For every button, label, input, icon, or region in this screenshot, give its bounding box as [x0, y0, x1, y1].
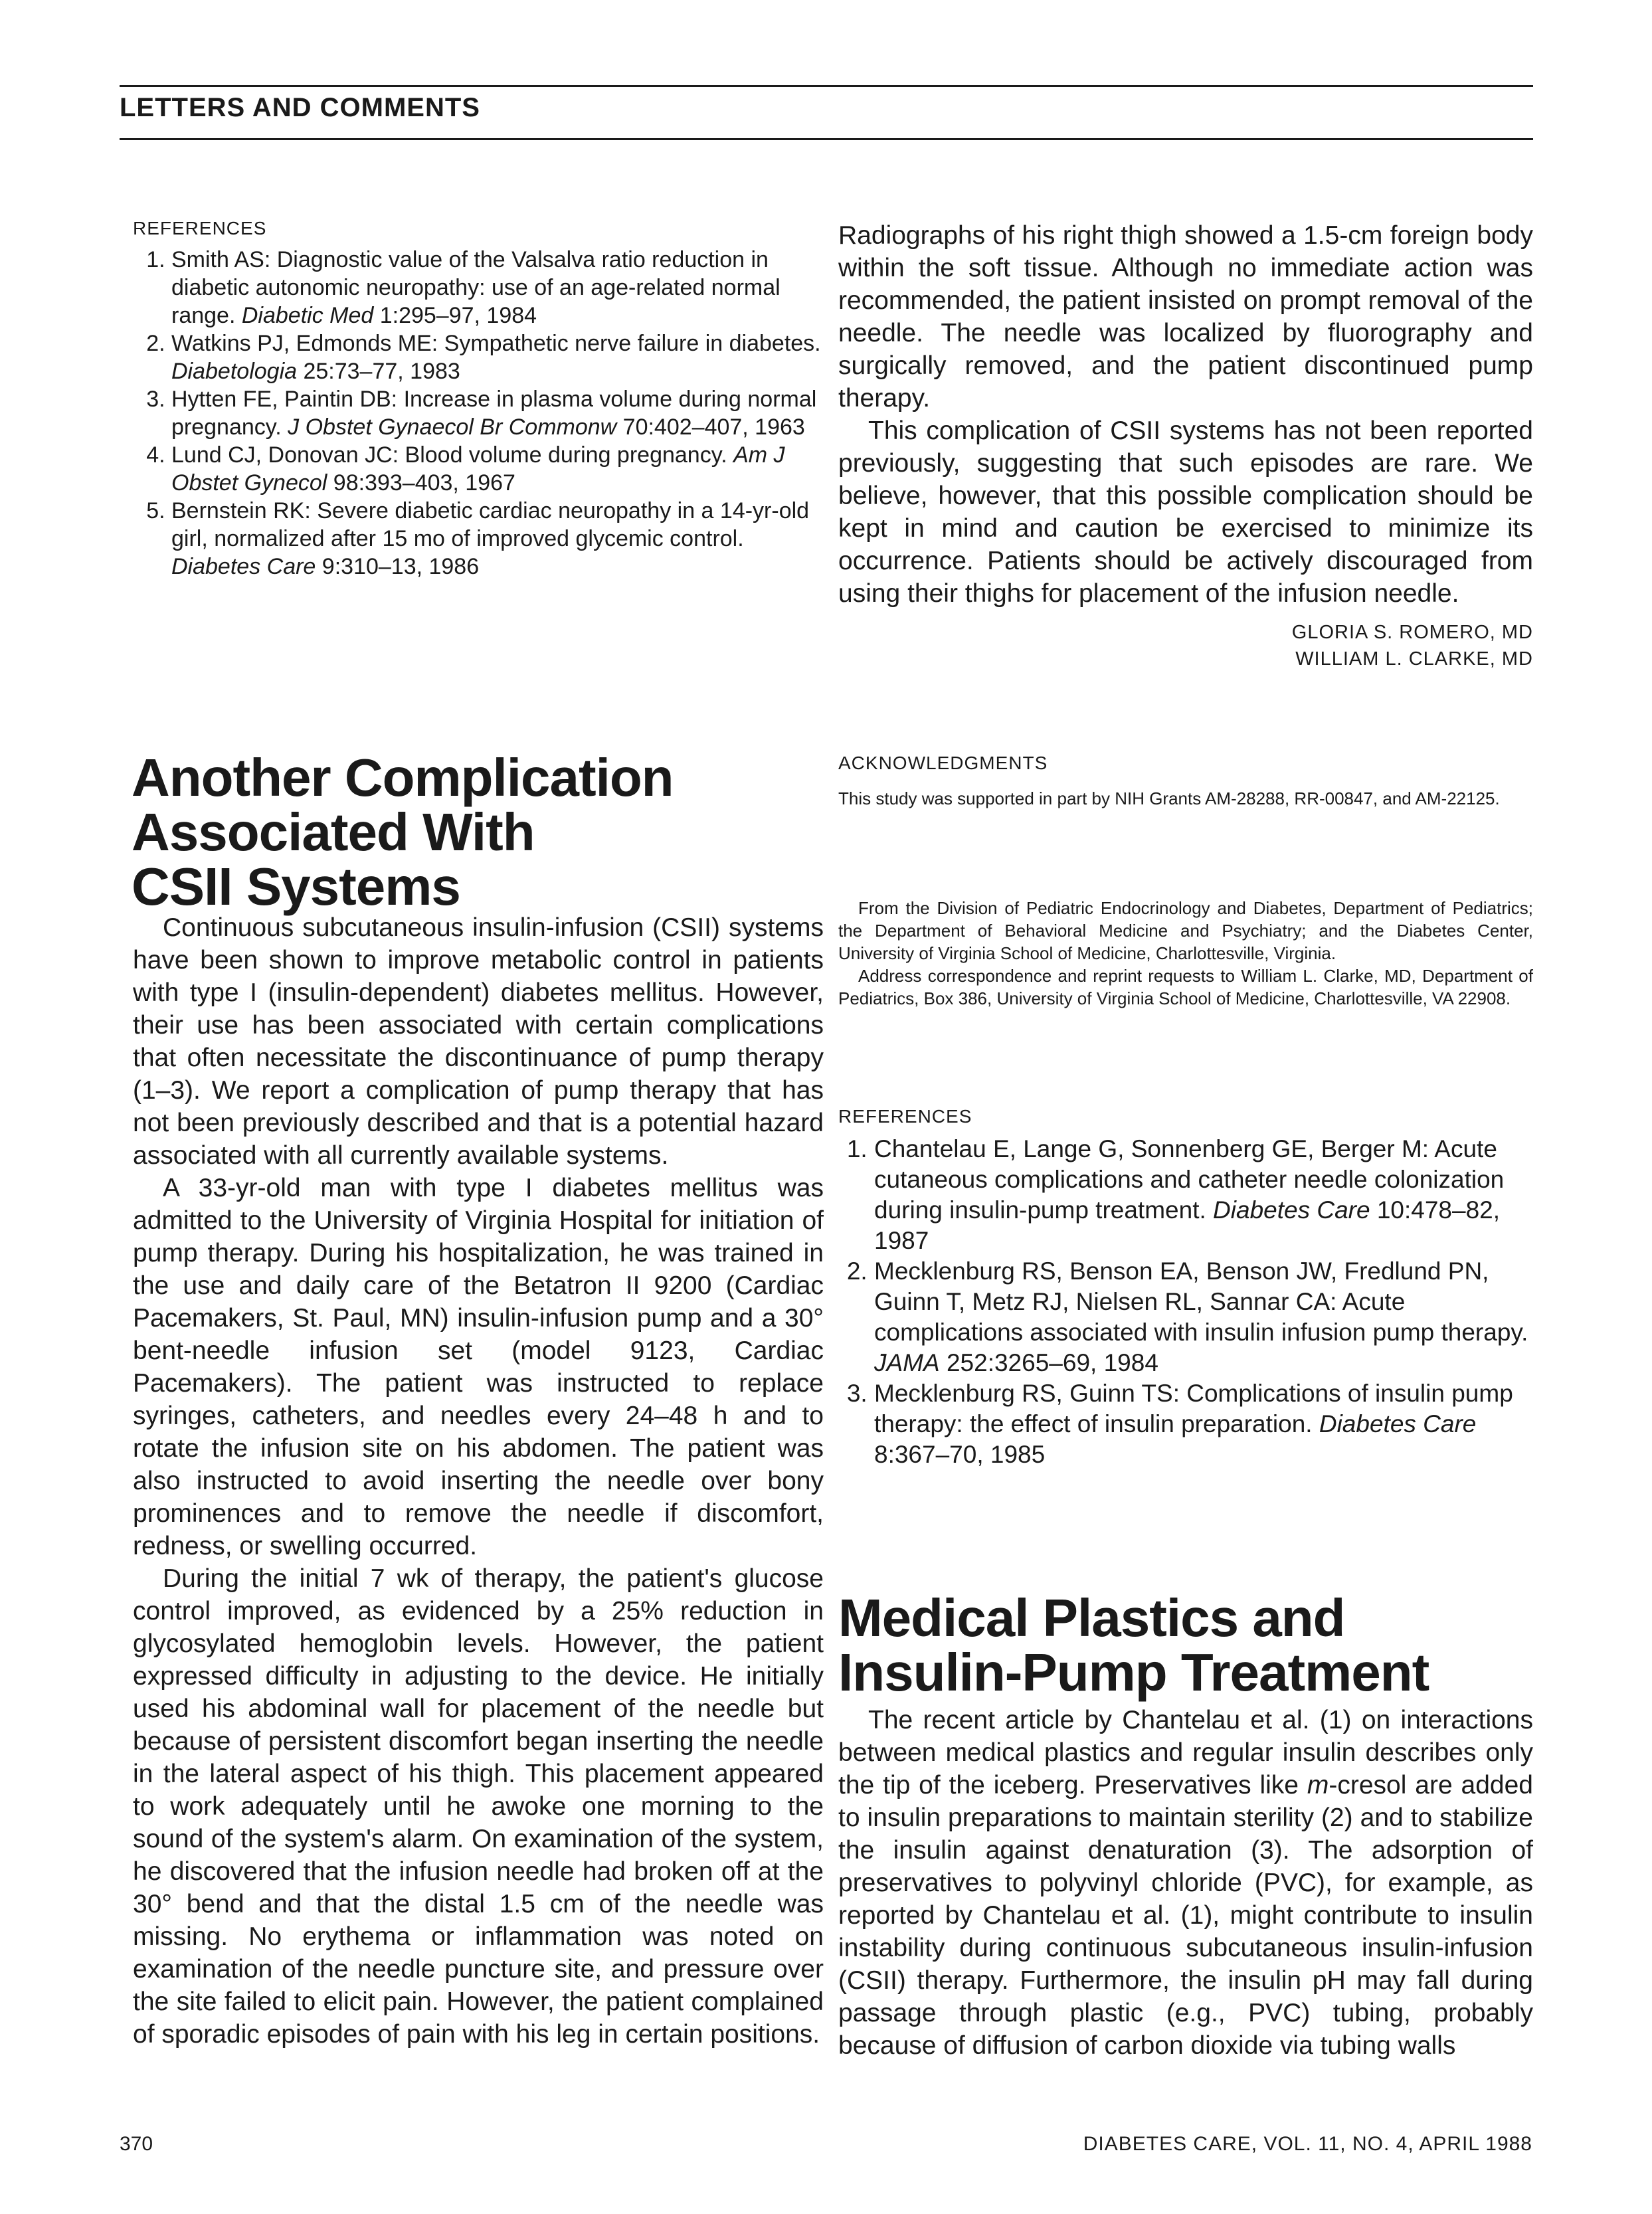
- article1-continued: [838, 219, 1533, 672]
- journal-citation: DIABETES CARE, VOL. 11, NO. 4, APRIL 1988: [1083, 2133, 1532, 2155]
- affiliation-text: From the Division of Pediatric Endocrinology and Diabetes, Department of Pediatrics; the Department of Behavioral Medicine and Psychiatry; and the Diabetes Center, University of Virginia School of Medicine, Charlottesville, Virginia.: [838, 898, 1533, 963]
- author-name: GLORIA S. ROMERO, MD: [1291, 622, 1533, 643]
- article-paragraph: During the initial 7 wk of therapy, the patient's glucose control improved, as evidenced by a 25% reduction in glycosylated hemoglobin levels. However, the patient expressed difficulty in adjusting to the device. He initially used his abdominal wall for placement of the needle but because of persistent discomfort began inserting the needle in the lateral aspect of his thigh. This placement appeared to work adequately until he awoke one morning to the sound of the system's alarm. On examination of the system, he discovered that the infusion needle had broken off at the 30° bend and that the distal 1.5 cm of the needle was missing. No erythema or inflammation was noted on examination of the needle puncture site, and pressure over the site failed to elicit pain. However, the patient complained of sporadic episodes of pain with his leg in certain positions.: [133, 1564, 824, 2049]
- reference-item: 2. Watkins PJ, Edmonds ME: Sympathetic nerve failure in diabetes. Diabetologia 25:73–77, 1983: [171, 329, 824, 385]
- article2-title: [838, 1588, 1533, 1702]
- header-bottom-rule: [120, 138, 1533, 140]
- acknowledgments-heading: ACKNOWLEDGMENTS: [838, 753, 1048, 773]
- author-signature: [838, 619, 1533, 672]
- reference-item: 3. Hytten FE, Paintin DB: Increase in plasma volume during normal pregnancy. J Obstet Gynaecol Br Commonw 70:402–407, 1963: [171, 385, 824, 441]
- acknowledgments-text: This study was supported in part by NIH Grants AM-28288, RR-00847, and AM-22125.: [838, 788, 1500, 808]
- references-list: [133, 246, 824, 581]
- article2-body: [838, 1704, 1533, 2062]
- article1-references: [838, 1106, 1533, 1470]
- article1-title: [132, 748, 824, 916]
- reference-item: 3. Mecklenburg RS, Guinn TS: Complications of insulin pump therapy: the effect of insulin preparation. Diabetes Care 8:367–70, 1985: [874, 1378, 1533, 1470]
- reference-item: 2. Mecklenburg RS, Benson EA, Benson JW, Fredlund PN, Guinn T, Metz RJ, Nielsen RL, Sannar CA: Acute complications associated with insulin infusion pump therapy. JAMA 252:3265–69, 1984: [874, 1256, 1533, 1378]
- reference-item: 5. Bernstein RK: Severe diabetic cardiac neuropathy in a 14-yr-old girl, normalized after 15 mo of improved glycemic control. Diabetes Care 9:310–13, 1986: [171, 497, 824, 581]
- article-paragraph: Continuous subcutaneous insulin-infusion (CSII) systems have been shown to improve metabolic control in patients with type I (insulin-dependent) diabetes mellitus. However, their use has been associated with certain complications that often necessitate the discontinuance of pump therapy (1–3). We report a complication of pump therapy that has not been previously described and that is a potential hazard associated with all currently available systems.: [133, 913, 824, 1170]
- reference-item: 1. Smith AS: Diagnostic value of the Valsalva ratio reduction in diabetic autonomic neuropathy: use of an age-related normal range. Diabetic Med 1:295–97, 1984: [171, 246, 824, 329]
- reference-item: 4. Lund CJ, Donovan JC: Blood volume during pregnancy. Am J Obstet Gynecol 98:393–403, 1967: [171, 441, 824, 497]
- section-title: LETTERS AND COMMENTS: [120, 93, 480, 122]
- article1-body: [133, 911, 824, 2051]
- page-number: 370: [120, 2133, 153, 2155]
- article-title: Medical Plastics and Insulin-Pump Treatment: [838, 1588, 1429, 1702]
- affiliation-block: [838, 897, 1533, 1010]
- article-paragraph: A 33-yr-old man with type I diabetes mellitus was admitted to the University of Virginia Hospital for initiation of pump therapy. During his hospitalization, he was trained in the use and daily care of the Betatron II 9200 (Cardiac Pacemakers, St. Paul, MN) insulin-infusion pump and a 30° bent-needle infusion set (model 9123, Cardiac Pacemakers). The patient was instructed to replace syringes, catheters, and needles every 24–48 h and to rotate the infusion site on his abdomen. The patient was also instructed to avoid inserting the needle over bony prominences and to remove the needle if discomfort, redness, or swelling occurred.: [133, 1174, 824, 1560]
- reference-item: 1. Chantelau E, Lange G, Sonnenberg GE, Berger M: Acute cutaneous complications and catheter needle colonization during insulin-pump treatment. Diabetes Care 10:478–82, 1987: [874, 1134, 1533, 1256]
- references-heading: REFERENCES: [133, 218, 267, 238]
- article-paragraph: The recent article by Chantelau et al. (1) on interactions between medical plastics and regular insulin describes only the tip of the iceberg. Preservatives like m-cresol are added to insulin preparations to maintain sterility (2) and to stabilize the insulin against denaturation (3). The adsorption of preservatives to polyvinyl chloride (PVC), for example, as reported by Chantelau et al. (1), might contribute to insulin instability during continuous subcutaneous insulin-infusion (CSII) therapy. Furthermore, the insulin pH may fall during passage through plastic (e.g., PVC) tubing, probably because of diffusion of carbon dioxide via tubing walls: [838, 1706, 1533, 2060]
- header-top-rule: [120, 85, 1533, 87]
- author-name: WILLIAM L. CLARKE, MD: [1295, 648, 1533, 670]
- references-list: [838, 1134, 1533, 1470]
- article-title: Another Complication Associated With CSII Systems: [132, 748, 674, 916]
- article-paragraph: Radiographs of his right thigh showed a 1.5-cm foreign body within the soft tissue. Although no immediate action was recommended, the patient insisted on prompt removal of the needle. The needle was localized by fluorography and surgically removed, and the patient discontinued pump therapy.: [838, 221, 1533, 413]
- acknowledgments: [838, 753, 1533, 810]
- article-paragraph: This complication of CSII systems has not been reported previously, suggesting that such episodes are rare. We believe, however, that this possible complication should be kept in mind and caution be exercised to minimize its occurrence. Patients should be actively discouraged from using their thighs for placement of the infusion needle.: [838, 416, 1533, 608]
- left-references: [133, 218, 824, 581]
- correspondence-text: Address correspondence and reprint requests to William L. Clarke, MD, Department of Pediatrics, Box 386, University of Virginia School of Medicine, Charlottesville, VA 22908.: [838, 966, 1533, 1008]
- references-heading: REFERENCES: [838, 1106, 972, 1127]
